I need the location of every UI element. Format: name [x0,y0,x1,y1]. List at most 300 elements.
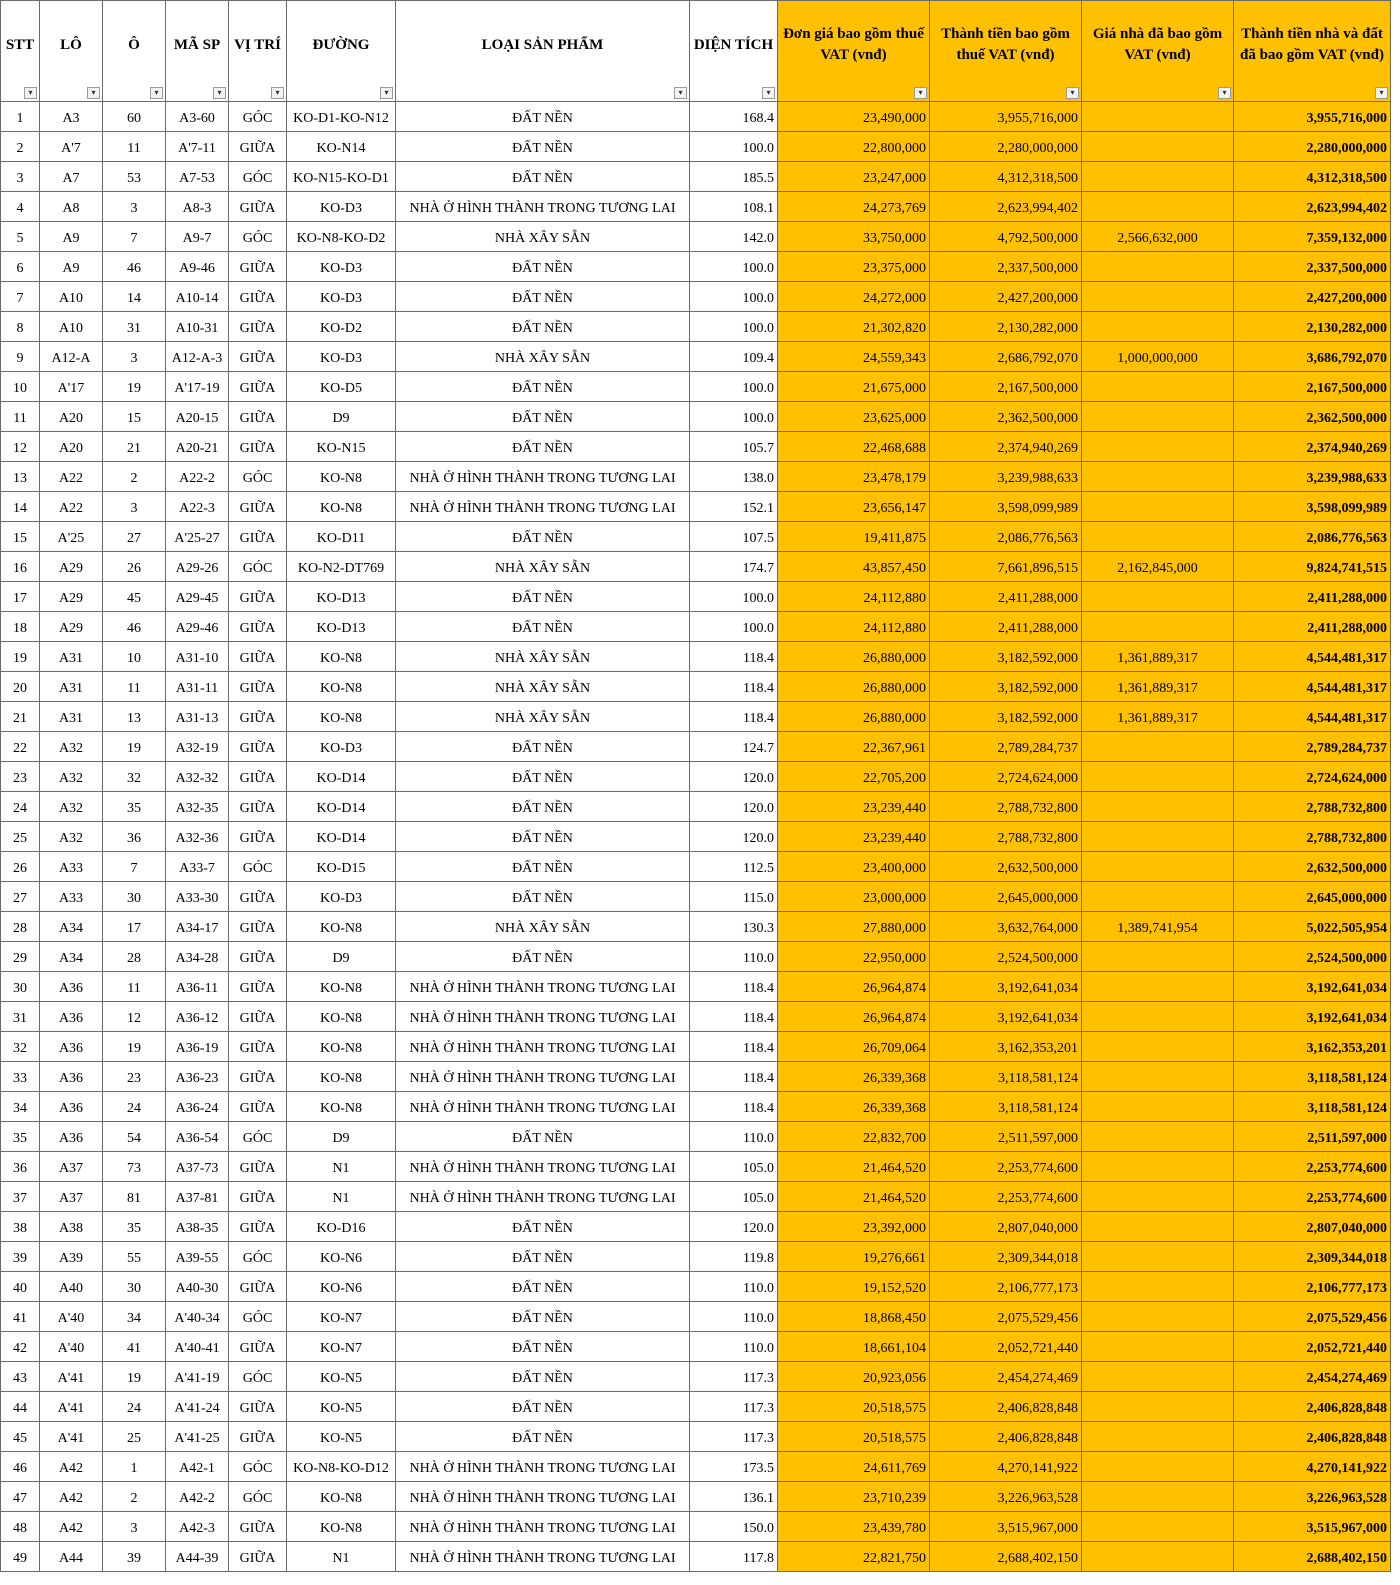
cell-thanh-tien[interactable] [930,462,1082,492]
cell-tong[interactable] [1234,732,1391,762]
cell-vi-tri[interactable] [229,312,287,342]
cell-dien-tich[interactable] [690,312,778,342]
cell-thanh-tien[interactable] [930,942,1082,972]
cell-loai-sp[interactable] [396,1152,690,1182]
cell-ma-sp[interactable] [166,132,229,162]
cell-ma-sp[interactable] [166,1422,229,1452]
cell-tong[interactable] [1234,642,1391,672]
cell-dien-tich[interactable] [690,1362,778,1392]
cell-lo[interactable] [40,192,103,222]
cell-dien-tich[interactable] [690,672,778,702]
cell-ma-sp[interactable] [166,372,229,402]
cell-o[interactable] [103,972,166,1002]
cell-tong[interactable] [1234,522,1391,552]
cell-ma-sp[interactable] [166,762,229,792]
cell-loai-sp[interactable] [396,912,690,942]
cell-lo[interactable] [40,852,103,882]
cell-dien-tich[interactable] [690,492,778,522]
cell-duong[interactable] [287,252,396,282]
cell-gia-nha[interactable] [1082,1392,1234,1422]
cell-thanh-tien[interactable] [930,582,1082,612]
cell-thanh-tien[interactable] [930,1362,1082,1392]
cell-don-gia[interactable] [778,1302,930,1332]
cell-ma-sp[interactable] [166,1272,229,1302]
cell-dien-tich[interactable] [690,132,778,162]
cell-loai-sp[interactable] [396,342,690,372]
cell-stt[interactable] [1,1212,40,1242]
cell-tong[interactable] [1234,912,1391,942]
cell-loai-sp[interactable] [396,1032,690,1062]
cell-tong[interactable] [1234,342,1391,372]
cell-thanh-tien[interactable] [930,492,1082,522]
cell-dien-tich[interactable] [690,702,778,732]
cell-duong[interactable] [287,1092,396,1122]
cell-ma-sp[interactable] [166,282,229,312]
cell-loai-sp[interactable] [396,192,690,222]
cell-ma-sp[interactable] [166,492,229,522]
cell-duong[interactable] [287,1212,396,1242]
cell-lo[interactable] [40,372,103,402]
cell-gia-nha[interactable] [1082,1212,1234,1242]
cell-duong[interactable] [287,822,396,852]
cell-thanh-tien[interactable] [930,1332,1082,1362]
cell-loai-sp[interactable] [396,1092,690,1122]
cell-ma-sp[interactable] [166,462,229,492]
cell-lo[interactable] [40,642,103,672]
cell-vi-tri[interactable] [229,1032,287,1062]
cell-vi-tri[interactable] [229,342,287,372]
cell-o[interactable] [103,672,166,702]
cell-thanh-tien[interactable] [930,432,1082,462]
cell-don-gia[interactable] [778,942,930,972]
cell-tong[interactable] [1234,1152,1391,1182]
cell-loai-sp[interactable] [396,462,690,492]
cell-o[interactable] [103,1212,166,1242]
cell-lo[interactable] [40,162,103,192]
cell-vi-tri[interactable] [229,462,287,492]
cell-lo[interactable] [40,1152,103,1182]
cell-loai-sp[interactable] [396,1362,690,1392]
cell-duong[interactable] [287,852,396,882]
cell-vi-tri[interactable] [229,1332,287,1362]
cell-vi-tri[interactable] [229,522,287,552]
cell-tong[interactable] [1234,672,1391,702]
cell-stt[interactable] [1,552,40,582]
cell-ma-sp[interactable] [166,1482,229,1512]
cell-loai-sp[interactable] [396,402,690,432]
cell-dien-tich[interactable] [690,1212,778,1242]
cell-lo[interactable] [40,1062,103,1092]
cell-dien-tich[interactable] [690,1452,778,1482]
cell-tong[interactable] [1234,702,1391,732]
cell-ma-sp[interactable] [166,1152,229,1182]
cell-ma-sp[interactable] [166,1002,229,1032]
cell-tong[interactable] [1234,1392,1391,1422]
cell-vi-tri[interactable] [229,1452,287,1482]
cell-o[interactable] [103,1542,166,1572]
cell-lo[interactable] [40,522,103,552]
cell-dien-tich[interactable] [690,522,778,552]
cell-o[interactable] [103,612,166,642]
cell-stt[interactable] [1,342,40,372]
cell-stt[interactable] [1,1512,40,1542]
cell-stt[interactable] [1,432,40,462]
cell-o[interactable] [103,1422,166,1452]
cell-dien-tich[interactable] [690,732,778,762]
cell-stt[interactable] [1,972,40,1002]
cell-loai-sp[interactable] [396,282,690,312]
cell-thanh-tien[interactable] [930,282,1082,312]
cell-dien-tich[interactable] [690,342,778,372]
cell-loai-sp[interactable] [396,1482,690,1512]
cell-ma-sp[interactable] [166,222,229,252]
cell-stt[interactable] [1,1422,40,1452]
cell-loai-sp[interactable] [396,942,690,972]
cell-duong[interactable] [287,522,396,552]
cell-ma-sp[interactable] [166,732,229,762]
cell-vi-tri[interactable] [229,882,287,912]
cell-lo[interactable] [40,1302,103,1332]
cell-ma-sp[interactable] [166,1032,229,1062]
cell-o[interactable] [103,1512,166,1542]
cell-duong[interactable] [287,1512,396,1542]
cell-tong[interactable] [1234,762,1391,792]
cell-vi-tri[interactable] [229,552,287,582]
cell-duong[interactable] [287,552,396,582]
cell-duong[interactable] [287,1392,396,1422]
cell-don-gia[interactable] [778,792,930,822]
cell-don-gia[interactable] [778,612,930,642]
cell-loai-sp[interactable] [396,1332,690,1362]
cell-duong[interactable] [287,762,396,792]
cell-gia-nha[interactable] [1082,312,1234,342]
cell-gia-nha[interactable] [1082,792,1234,822]
cell-thanh-tien[interactable] [930,342,1082,372]
cell-stt[interactable] [1,822,40,852]
cell-lo[interactable] [40,282,103,312]
cell-don-gia[interactable] [778,552,930,582]
filter-dropdown-icon[interactable]: ▾ [24,87,37,99]
cell-tong[interactable] [1234,852,1391,882]
cell-vi-tri[interactable] [229,912,287,942]
cell-loai-sp[interactable] [396,822,690,852]
cell-thanh-tien[interactable] [930,762,1082,792]
cell-stt[interactable] [1,1482,40,1512]
cell-dien-tich[interactable] [690,222,778,252]
cell-thanh-tien[interactable] [930,1272,1082,1302]
cell-loai-sp[interactable] [396,1062,690,1092]
cell-duong[interactable] [287,1002,396,1032]
cell-thanh-tien[interactable] [930,162,1082,192]
cell-o[interactable] [103,912,166,942]
cell-loai-sp[interactable] [396,492,690,522]
cell-o[interactable] [103,1482,166,1512]
cell-stt[interactable] [1,102,40,132]
cell-don-gia[interactable] [778,1212,930,1242]
cell-tong[interactable] [1234,1092,1391,1122]
cell-dien-tich[interactable] [690,1302,778,1332]
cell-tong[interactable] [1234,1122,1391,1152]
cell-duong[interactable] [287,672,396,702]
cell-tong[interactable] [1234,1002,1391,1032]
cell-thanh-tien[interactable] [930,222,1082,252]
cell-lo[interactable] [40,582,103,612]
cell-vi-tri[interactable] [229,1212,287,1242]
filter-dropdown-icon[interactable]: ▾ [271,87,284,99]
filter-dropdown-icon[interactable]: ▾ [1218,87,1231,99]
cell-tong[interactable] [1234,1302,1391,1332]
cell-duong[interactable] [287,1062,396,1092]
cell-thanh-tien[interactable] [930,1242,1082,1272]
cell-loai-sp[interactable] [396,582,690,612]
cell-dien-tich[interactable] [690,252,778,282]
cell-ma-sp[interactable] [166,1512,229,1542]
cell-thanh-tien[interactable] [930,1062,1082,1092]
cell-gia-nha[interactable] [1082,642,1234,672]
cell-dien-tich[interactable] [690,912,778,942]
cell-thanh-tien[interactable] [930,312,1082,342]
cell-gia-nha[interactable] [1082,552,1234,582]
cell-ma-sp[interactable] [166,822,229,852]
cell-vi-tri[interactable] [229,852,287,882]
cell-ma-sp[interactable] [166,912,229,942]
cell-vi-tri[interactable] [229,1272,287,1302]
cell-ma-sp[interactable] [166,852,229,882]
filter-dropdown-icon[interactable]: ▾ [914,87,927,99]
cell-o[interactable] [103,312,166,342]
cell-vi-tri[interactable] [229,732,287,762]
cell-stt[interactable] [1,1542,40,1572]
cell-tong[interactable] [1234,282,1391,312]
cell-tong[interactable] [1234,1422,1391,1452]
cell-tong[interactable] [1234,582,1391,612]
cell-vi-tri[interactable] [229,1512,287,1542]
cell-o[interactable] [103,162,166,192]
cell-don-gia[interactable] [778,642,930,672]
cell-tong[interactable] [1234,162,1391,192]
cell-ma-sp[interactable] [166,972,229,1002]
cell-ma-sp[interactable] [166,1212,229,1242]
cell-gia-nha[interactable] [1082,432,1234,462]
cell-don-gia[interactable] [778,462,930,492]
filter-dropdown-icon[interactable]: ▾ [1375,87,1388,99]
filter-dropdown-icon[interactable]: ▾ [213,87,226,99]
cell-gia-nha[interactable] [1082,1542,1234,1572]
cell-loai-sp[interactable] [396,1212,690,1242]
cell-stt[interactable] [1,312,40,342]
filter-dropdown-icon[interactable]: ▾ [674,87,687,99]
cell-lo[interactable] [40,1092,103,1122]
cell-dien-tich[interactable] [690,162,778,192]
cell-thanh-tien[interactable] [930,642,1082,672]
cell-stt[interactable] [1,1362,40,1392]
cell-don-gia[interactable] [778,1512,930,1542]
cell-don-gia[interactable] [778,1482,930,1512]
cell-duong[interactable] [287,1242,396,1272]
cell-vi-tri[interactable] [229,1362,287,1392]
cell-duong[interactable] [287,312,396,342]
cell-tong[interactable] [1234,462,1391,492]
cell-duong[interactable] [287,942,396,972]
cell-don-gia[interactable] [778,492,930,522]
cell-o[interactable] [103,702,166,732]
cell-gia-nha[interactable] [1082,1122,1234,1152]
cell-tong[interactable] [1234,552,1391,582]
cell-don-gia[interactable] [778,852,930,882]
cell-stt[interactable] [1,222,40,252]
cell-lo[interactable] [40,132,103,162]
cell-thanh-tien[interactable] [930,1212,1082,1242]
cell-o[interactable] [103,1362,166,1392]
cell-duong[interactable] [287,1362,396,1392]
cell-tong[interactable] [1234,1212,1391,1242]
cell-o[interactable] [103,192,166,222]
cell-thanh-tien[interactable] [930,822,1082,852]
cell-dien-tich[interactable] [690,1332,778,1362]
cell-dien-tich[interactable] [690,192,778,222]
cell-thanh-tien[interactable] [930,1512,1082,1542]
cell-vi-tri[interactable] [229,1542,287,1572]
cell-gia-nha[interactable] [1082,1152,1234,1182]
cell-gia-nha[interactable] [1082,222,1234,252]
cell-vi-tri[interactable] [229,942,287,972]
cell-vi-tri[interactable] [229,432,287,462]
cell-lo[interactable] [40,912,103,942]
cell-stt[interactable] [1,1062,40,1092]
cell-tong[interactable] [1234,1482,1391,1512]
cell-gia-nha[interactable] [1082,1182,1234,1212]
cell-duong[interactable] [287,492,396,522]
cell-thanh-tien[interactable] [930,912,1082,942]
filter-dropdown-icon[interactable]: ▾ [762,87,775,99]
cell-don-gia[interactable] [778,1272,930,1302]
cell-vi-tri[interactable] [229,1182,287,1212]
cell-gia-nha[interactable] [1082,102,1234,132]
cell-o[interactable] [103,1122,166,1152]
cell-o[interactable] [103,1032,166,1062]
cell-ma-sp[interactable] [166,432,229,462]
cell-tong[interactable] [1234,1542,1391,1572]
cell-don-gia[interactable] [778,1032,930,1062]
cell-o[interactable] [103,282,166,312]
cell-thanh-tien[interactable] [930,1302,1082,1332]
cell-don-gia[interactable] [778,1332,930,1362]
cell-o[interactable] [103,102,166,132]
cell-don-gia[interactable] [778,822,930,852]
cell-lo[interactable] [40,882,103,912]
cell-ma-sp[interactable] [166,1062,229,1092]
cell-lo[interactable] [40,1422,103,1452]
cell-loai-sp[interactable] [396,1242,690,1272]
cell-stt[interactable] [1,1392,40,1422]
cell-don-gia[interactable] [778,672,930,702]
cell-vi-tri[interactable] [229,822,287,852]
cell-lo[interactable] [40,1002,103,1032]
cell-loai-sp[interactable] [396,672,690,702]
cell-gia-nha[interactable] [1082,342,1234,372]
cell-loai-sp[interactable] [396,852,690,882]
cell-stt[interactable] [1,912,40,942]
cell-gia-nha[interactable] [1082,372,1234,402]
cell-thanh-tien[interactable] [930,102,1082,132]
cell-thanh-tien[interactable] [930,1152,1082,1182]
cell-dien-tich[interactable] [690,1152,778,1182]
cell-don-gia[interactable] [778,1092,930,1122]
cell-ma-sp[interactable] [166,1092,229,1122]
cell-lo[interactable] [40,762,103,792]
cell-gia-nha[interactable] [1082,1332,1234,1362]
cell-don-gia[interactable] [778,1362,930,1392]
cell-o[interactable] [103,1452,166,1482]
cell-o[interactable] [103,552,166,582]
cell-duong[interactable] [287,882,396,912]
cell-thanh-tien[interactable] [930,1392,1082,1422]
cell-dien-tich[interactable] [690,792,778,822]
cell-lo[interactable] [40,672,103,702]
cell-lo[interactable] [40,1272,103,1302]
cell-thanh-tien[interactable] [930,1122,1082,1152]
cell-don-gia[interactable] [778,132,930,162]
cell-dien-tich[interactable] [690,552,778,582]
cell-vi-tri[interactable] [229,1302,287,1332]
cell-vi-tri[interactable] [229,222,287,252]
cell-duong[interactable] [287,642,396,672]
cell-lo[interactable] [40,252,103,282]
cell-vi-tri[interactable] [229,132,287,162]
cell-o[interactable] [103,642,166,672]
cell-ma-sp[interactable] [166,882,229,912]
cell-loai-sp[interactable] [396,252,690,282]
cell-don-gia[interactable] [778,582,930,612]
cell-vi-tri[interactable] [229,642,287,672]
cell-ma-sp[interactable] [166,642,229,672]
cell-loai-sp[interactable] [396,132,690,162]
cell-stt[interactable] [1,1122,40,1152]
cell-don-gia[interactable] [778,1122,930,1152]
cell-ma-sp[interactable] [166,1362,229,1392]
cell-dien-tich[interactable] [690,1422,778,1452]
cell-gia-nha[interactable] [1082,1362,1234,1392]
cell-duong[interactable] [287,1452,396,1482]
cell-vi-tri[interactable] [229,282,287,312]
cell-duong[interactable] [287,372,396,402]
cell-o[interactable] [103,582,166,612]
cell-lo[interactable] [40,1542,103,1572]
cell-loai-sp[interactable] [396,612,690,642]
cell-lo[interactable] [40,1482,103,1512]
cell-o[interactable] [103,522,166,552]
cell-duong[interactable] [287,222,396,252]
cell-don-gia[interactable] [778,102,930,132]
cell-loai-sp[interactable] [396,882,690,912]
cell-gia-nha[interactable] [1082,852,1234,882]
cell-dien-tich[interactable] [690,1392,778,1422]
cell-vi-tri[interactable] [229,672,287,702]
cell-gia-nha[interactable] [1082,522,1234,552]
cell-don-gia[interactable] [778,1422,930,1452]
cell-thanh-tien[interactable] [930,522,1082,552]
cell-lo[interactable] [40,1452,103,1482]
cell-stt[interactable] [1,192,40,222]
cell-loai-sp[interactable] [396,702,690,732]
cell-loai-sp[interactable] [396,552,690,582]
cell-thanh-tien[interactable] [930,972,1082,1002]
cell-dien-tich[interactable] [690,1272,778,1302]
cell-o[interactable] [103,462,166,492]
cell-o[interactable] [103,492,166,522]
cell-duong[interactable] [287,1182,396,1212]
filter-dropdown-icon[interactable]: ▾ [1066,87,1079,99]
